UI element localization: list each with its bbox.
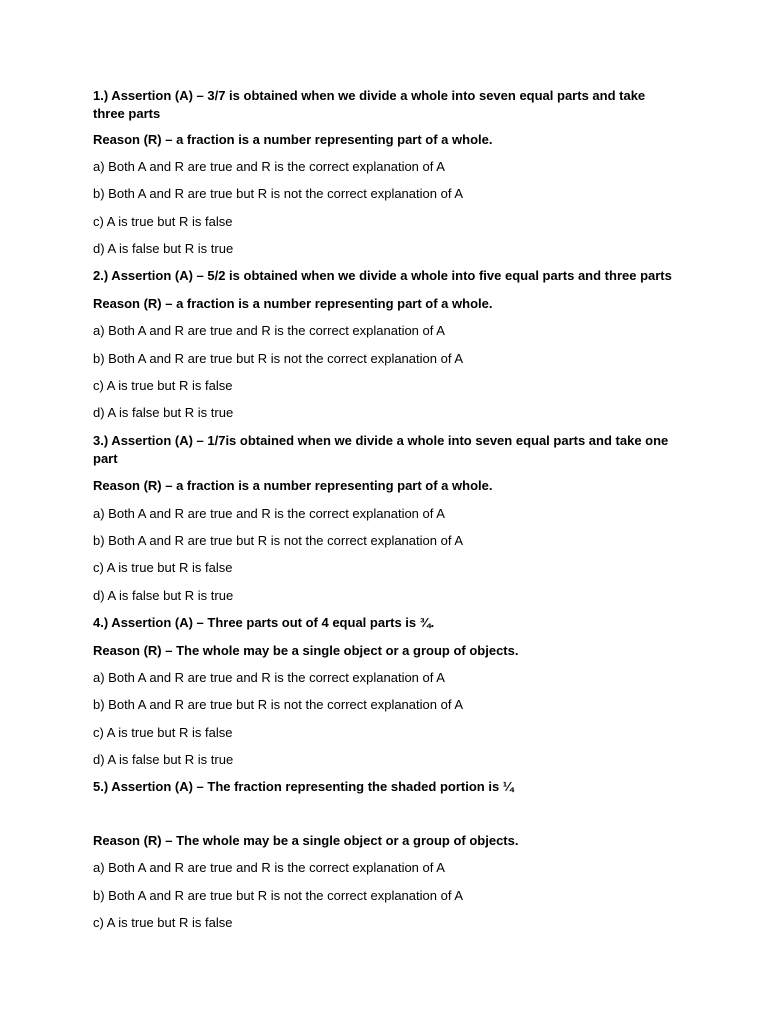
option-b: b) Both A and R are true but R is not the correct explanation of A: [93, 697, 463, 713]
option-a: a) Both A and R are true and R is the correct explanation of A: [93, 323, 445, 339]
option-a: a) Both A and R are true and R is the correct explanation of A: [93, 669, 445, 685]
option-b: b) Both A and R are true but R is not the correct explanation of A: [93, 532, 463, 548]
question-4: [93, 614, 678, 769]
reason-text: Reason (R) – a fraction is a number representing part of a whole.: [93, 478, 493, 494]
option-c: c) A is true but R is false: [93, 378, 233, 394]
reason-text: Reason (R) – a fraction is a number representing part of a whole.: [93, 131, 493, 147]
question-1: [93, 87, 678, 258]
option-b: b) Both A and R are true but R is not the correct explanation of A: [93, 350, 463, 366]
option-d: d) A is false but R is true: [93, 587, 234, 603]
question-5: [93, 778, 678, 932]
document-content: [93, 87, 678, 941]
assertion-text: 4.) Assertion (A) – Three parts out of 4 equal parts is ¾.: [93, 615, 435, 631]
option-c: c) A is true but R is false: [93, 560, 233, 576]
shaded-figure-space: [93, 806, 678, 832]
option-a: a) Both A and R are true and R is the correct explanation of A: [93, 158, 445, 174]
option-c: c) A is true but R is false: [93, 213, 233, 229]
assertion-text: 2.) Assertion (A) – 5/2 is obtained when we divide a whole into five equal parts and three parts: [93, 268, 672, 284]
option-d: d) A is false but R is true: [93, 241, 234, 257]
assertion-text: 5.) Assertion (A) – The fraction representing the shaded portion is ¼: [93, 779, 514, 795]
option-c: c) A is true but R is false: [93, 724, 233, 740]
reason-text: Reason (R) – The whole may be a single object or a group of objects.: [93, 832, 519, 848]
option-b: b) Both A and R are true but R is not the correct explanation of A: [93, 887, 463, 903]
reason-text: Reason (R) – The whole may be a single object or a group of objects.: [93, 642, 519, 658]
question-2: [93, 267, 678, 422]
reason-text: Reason (R) – a fraction is a number representing part of a whole.: [93, 295, 493, 311]
option-b: b) Both A and R are true but R is not the correct explanation of A: [93, 186, 463, 202]
option-d: d) A is false but R is true: [93, 752, 234, 768]
option-a: a) Both A and R are true and R is the correct explanation of A: [93, 860, 445, 876]
assertion-text: 1.) Assertion (A) – 3/7 is obtained when we divide a whole into seven equal parts and take three parts: [93, 88, 646, 121]
assertion-text: 3.) Assertion (A) – 1/7is obtained when we divide a whole into seven equal parts and take one part: [93, 432, 669, 466]
option-d: d) A is false but R is true: [93, 405, 234, 421]
question-3: [93, 432, 678, 605]
option-c: c) A is true but R is false: [93, 915, 233, 931]
option-a: a) Both A and R are true and R is the correct explanation of A: [93, 505, 445, 521]
